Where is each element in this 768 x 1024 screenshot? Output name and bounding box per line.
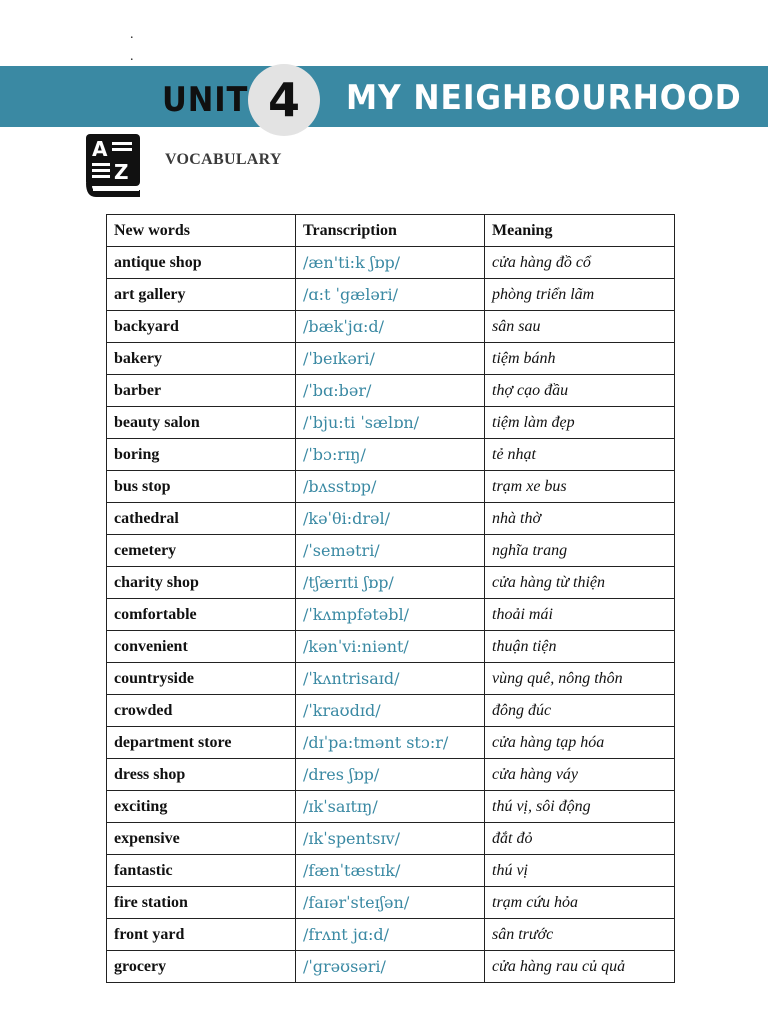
table-row xyxy=(107,727,675,759)
word-cell: charity shop xyxy=(107,567,296,599)
word-cell: barber xyxy=(107,375,296,407)
transcription-cell: /kəˈθi:drəl/ xyxy=(296,503,485,535)
meaning-cell: thú vị xyxy=(485,855,675,887)
transcription-cell: /ɪkˈspentsɪv/ xyxy=(296,823,485,855)
table-row xyxy=(107,631,675,663)
word-cell: front yard xyxy=(107,919,296,951)
transcription-cell: /æn'ti:k ʃɒp/ xyxy=(296,247,485,279)
header-transcription: Transcription xyxy=(296,215,485,247)
header-dots xyxy=(130,24,134,68)
table-row xyxy=(107,279,675,311)
table-row xyxy=(107,855,675,887)
transcription-cell: /dres ʃɒp/ xyxy=(296,759,485,791)
meaning-cell: cửa hàng đồ cổ xyxy=(485,247,675,279)
table-row xyxy=(107,343,675,375)
meaning-cell: thuận tiện xyxy=(485,631,675,663)
table-row xyxy=(107,759,675,791)
transcription-cell: /bækˈjɑ:d/ xyxy=(296,311,485,343)
transcription-cell: /ˈgrəʊsəri/ xyxy=(296,951,485,983)
table-row xyxy=(107,247,675,279)
word-cell: exciting xyxy=(107,791,296,823)
unit-number-badge xyxy=(248,64,320,136)
meaning-cell: tiệm bánh xyxy=(485,343,675,375)
table-row xyxy=(107,791,675,823)
table-row xyxy=(107,823,675,855)
meaning-cell: cửa hàng rau củ quả xyxy=(485,951,675,983)
table-row xyxy=(107,567,675,599)
table-row xyxy=(107,311,675,343)
word-cell: fantastic xyxy=(107,855,296,887)
svg-text:A: A xyxy=(92,137,108,161)
transcription-cell: /tʃærɪti ʃɒp/ xyxy=(296,567,485,599)
meaning-cell: cửa hàng tạp hóa xyxy=(485,727,675,759)
header-new-words: New words xyxy=(107,215,296,247)
transcription-cell: /ˈsemətri/ xyxy=(296,535,485,567)
meaning-cell: sân sau xyxy=(485,311,675,343)
transcription-cell: /ˈkʌmpfətəbl/ xyxy=(296,599,485,631)
transcription-cell: /ɑ:t ˈgæləri/ xyxy=(296,279,485,311)
word-cell: fire station xyxy=(107,887,296,919)
word-cell: cemetery xyxy=(107,535,296,567)
transcription-cell: /ˈbju:ti ˈsælɒn/ xyxy=(296,407,485,439)
word-cell: convenient xyxy=(107,631,296,663)
word-cell: backyard xyxy=(107,311,296,343)
table-row xyxy=(107,951,675,983)
unit-number: 4 xyxy=(267,73,300,127)
meaning-cell: đông đúc xyxy=(485,695,675,727)
meaning-cell: cửa hàng váy xyxy=(485,759,675,791)
table-body xyxy=(107,247,675,983)
meaning-cell: nhà thờ xyxy=(485,503,675,535)
meaning-cell: tẻ nhạt xyxy=(485,439,675,471)
table-row xyxy=(107,375,675,407)
meaning-cell: trạm xe bus xyxy=(485,471,675,503)
table-row xyxy=(107,471,675,503)
table-row xyxy=(107,439,675,471)
word-cell: bus stop xyxy=(107,471,296,503)
svg-text:Z: Z xyxy=(114,160,129,184)
dot-1: . xyxy=(130,27,134,42)
meaning-cell: phòng triển lãm xyxy=(485,279,675,311)
meaning-cell: nghĩa trang xyxy=(485,535,675,567)
meaning-cell: thú vị, sôi động xyxy=(485,791,675,823)
table-row xyxy=(107,407,675,439)
word-cell: expensive xyxy=(107,823,296,855)
table-header-row xyxy=(107,215,675,247)
vocabulary-table xyxy=(106,214,675,983)
transcription-cell: /ˈkʌntrisaɪd/ xyxy=(296,663,485,695)
word-cell: department store xyxy=(107,727,296,759)
meaning-cell: cửa hàng từ thiện xyxy=(485,567,675,599)
table-row xyxy=(107,663,675,695)
meaning-cell: thoải mái xyxy=(485,599,675,631)
meaning-cell: tiệm làm đẹp xyxy=(485,407,675,439)
word-cell: beauty salon xyxy=(107,407,296,439)
table-row xyxy=(107,887,675,919)
transcription-cell: /ɪkˈsaɪtɪŋ/ xyxy=(296,791,485,823)
word-cell: crowded xyxy=(107,695,296,727)
meaning-cell: sân trước xyxy=(485,919,675,951)
word-cell: grocery xyxy=(107,951,296,983)
word-cell: bakery xyxy=(107,343,296,375)
transcription-cell: /frʌnt jɑ:d/ xyxy=(296,919,485,951)
word-cell: boring xyxy=(107,439,296,471)
word-cell: cathedral xyxy=(107,503,296,535)
dot-2: . xyxy=(130,49,134,64)
meaning-cell: thợ cạo đầu xyxy=(485,375,675,407)
header-meaning: Meaning xyxy=(485,215,675,247)
table-row xyxy=(107,599,675,631)
az-book-icon xyxy=(84,133,142,199)
transcription-cell: /kənˈvi:niənt/ xyxy=(296,631,485,663)
meaning-cell: vùng quê, nông thôn xyxy=(485,663,675,695)
transcription-cell: /bʌsstɒp/ xyxy=(296,471,485,503)
word-cell: comfortable xyxy=(107,599,296,631)
transcription-cell: /faɪərˈsteɪʃən/ xyxy=(296,887,485,919)
section-heading: VOCABULARY xyxy=(165,151,282,168)
transcription-cell: /ˈbeɪkəri/ xyxy=(296,343,485,375)
word-cell: dress shop xyxy=(107,759,296,791)
unit-label: UNIT xyxy=(162,80,249,120)
meaning-cell: đắt đỏ xyxy=(485,823,675,855)
meaning-cell: trạm cứu hỏa xyxy=(485,887,675,919)
table-row xyxy=(107,503,675,535)
table-row xyxy=(107,535,675,567)
unit-title: MY NEIGHBOURHOOD xyxy=(346,78,742,118)
transcription-cell: /ˈbɑ:bər/ xyxy=(296,375,485,407)
transcription-cell: /ˈbɔ:rɪŋ/ xyxy=(296,439,485,471)
word-cell: art gallery xyxy=(107,279,296,311)
table-row xyxy=(107,695,675,727)
transcription-cell: /fænˈtæstɪk/ xyxy=(296,855,485,887)
table-row xyxy=(107,919,675,951)
transcription-cell: /ˈkraʊdɪd/ xyxy=(296,695,485,727)
word-cell: antique shop xyxy=(107,247,296,279)
transcription-cell: /dɪˈpa:tmənt stɔ:r/ xyxy=(296,727,485,759)
word-cell: countryside xyxy=(107,663,296,695)
